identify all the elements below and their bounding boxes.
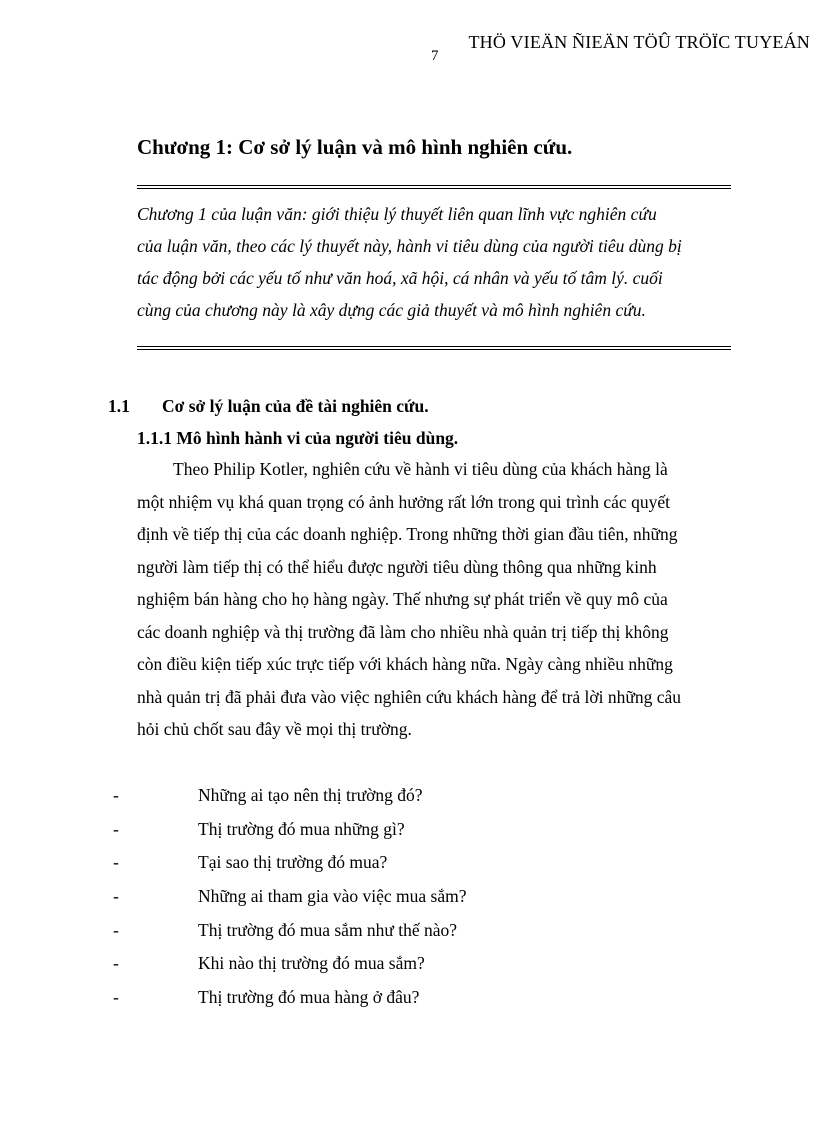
top-double-rule [137, 185, 731, 186]
list-item [0, 880, 816, 914]
library-watermark: THÖ VIEÄN ÑIEÄN TÖÛ TRÖÏC TUYEÁN [468, 32, 810, 52]
abstract-line: cùng của chương này là xây dựng các giả thuyết và mô hình nghiên cứu. [137, 300, 646, 320]
list-item [0, 779, 816, 813]
list-item [0, 981, 816, 1015]
chapter-title: Chương 1: Cơ sở lý luận và mô hình nghiên cứu. [137, 135, 573, 159]
abstract-line: của luận văn, theo các lý thuyết này, hành vi tiêu dùng của người tiêu dùng bị [137, 236, 682, 256]
dash-bullet: - [113, 987, 119, 1008]
question-text: Thị trường đó mua sắm như thế nào? [198, 919, 458, 940]
dash-bullet: - [113, 785, 119, 805]
bottom-double-rule [137, 346, 731, 347]
key-questions-list [0, 779, 816, 1015]
body-line: nghiệm bán hàng cho họ hàng ngày. Thế nhưng sự phát triển về quy mô của [137, 589, 668, 609]
dash-bullet: - [113, 919, 119, 940]
body-line: định về tiếp thị của các doanh nghiệp. Trong những thời gian đầu tiên, những [137, 524, 678, 544]
list-item [0, 846, 816, 880]
page-number: 7 [431, 48, 439, 64]
section-title: Cơ sở lý luận của đề tài nghiên cứu. [162, 396, 429, 416]
question-text: Khi nào thị trường đó mua sắm? [198, 953, 425, 974]
body-line: hỏi chủ chốt sau đây về mọi thị trường. [137, 719, 412, 739]
list-item [0, 813, 816, 847]
dash-bullet: - [113, 953, 119, 974]
body-line: người làm tiếp thị có thể hiểu được người tiêu dùng thông qua những kinh [137, 556, 657, 577]
list-item [0, 914, 816, 948]
body-line: Theo Philip Kotler, nghiên cứu về hành vi tiêu dùng của khách hàng là [173, 459, 668, 479]
question-text: Thị trường đó mua những gì? [198, 818, 405, 839]
dash-bullet: - [113, 886, 119, 907]
question-text: Tại sao thị trường đó mua? [198, 852, 388, 873]
body-line: còn điều kiện tiếp xúc trực tiếp với khách hàng nữa. Ngày càng nhiều những [137, 654, 673, 674]
section-number: 1.1 [108, 396, 130, 416]
abstract-line: Chương 1 của luận văn: giới thiệu lý thuyết liên quan lĩnh vực nghiên cứu [137, 204, 657, 224]
body-line: một nhiệm vụ khá quan trọng có ảnh hưởng rất lớn trong qui trình các quyết [137, 491, 670, 512]
body-paragraph [137, 453, 741, 746]
abstract-line: tác động bởi các yếu tố như văn hoá, xã hội, cá nhân và yếu tố tâm lý. cuối [137, 268, 663, 288]
body-line: các doanh nghiệp và thị trường đã làm cho nhiều nhà quản trị tiếp thị không [137, 621, 669, 642]
question-text: Thị trường đó mua hàng ở đâu? [198, 987, 420, 1008]
list-item [0, 947, 816, 981]
body-line: nhà quản trị đã phải đưa vào việc nghiên cứu khách hàng để trả lời những câu [137, 686, 682, 707]
question-text: Những ai tạo nên thị trường đó? [198, 785, 423, 805]
question-text: Những ai tham gia vào việc mua sắm? [198, 886, 467, 907]
dash-bullet: - [113, 852, 119, 873]
chapter-abstract [137, 198, 741, 326]
section-heading-1-1 [108, 396, 429, 417]
dash-bullet: - [113, 818, 119, 839]
subsection-heading-1-1-1: 1.1.1 Mô hình hành vi của người tiêu dùng. [137, 428, 459, 448]
